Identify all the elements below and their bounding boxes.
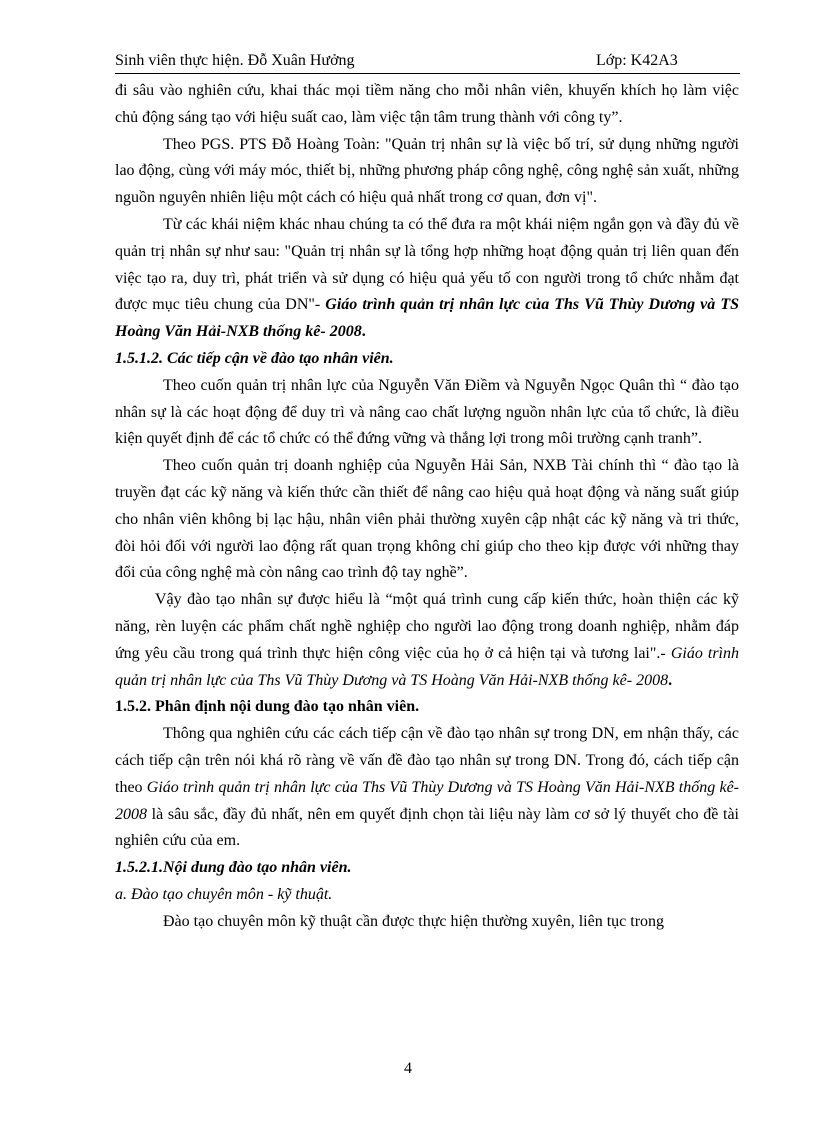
page-body	[115, 78, 739, 936]
paragraph-6-source: Giáo trình quản trị nhân lực của Ths Vũ Thùy Dương và TS Hoàng Văn Hải-NXB thống kê- 2008	[115, 644, 739, 689]
header-rule	[115, 73, 740, 74]
paragraph-3-source: Giáo trình quản trị nhân lực của Ths Vũ Thùy Dương và TS Hoàng Văn Hải-NXB thống kê- 2008	[115, 296, 739, 341]
page-header	[115, 46, 740, 74]
paragraph-3	[115, 212, 739, 346]
paragraph-1: đi sâu vào nghiên cứu, khai thác mọi tiềm năng cho mỗi nhân viên, khuyến khích họ làm việc chủ động sáng tạo với hiệu suất cao, làm việc tận tâm trung thành với công ty”.	[115, 82, 739, 126]
paragraph-7-text: Thông qua nghiên cứu các cách tiếp cận về đào tạo nhân sự trong DN, em nhận thấy, các cách tiếp cận trên nói khá rõ ràng về vấn đề đào tạo nhân sự trong DN. Trong đó, cách tiếp cận theo	[115, 725, 739, 796]
paragraph-3-end: .	[361, 323, 366, 341]
heading-1-5-2-1: 1.5.2.1.Nội dung đào tạo nhân viên.	[115, 859, 352, 877]
paragraph-7-source: Giáo trình quản trị nhân lực của Ths Vũ Thùy Dương và TS Hoàng Văn Hải-NXB thống kê- 2008	[115, 778, 740, 823]
paragraph-6-end: .	[668, 671, 673, 689]
page-number: 4	[404, 1060, 412, 1077]
paragraph-5: Theo cuốn quản trị doanh nghiệp của Nguyễn Hải Sản, NXB Tài chính thì “ đào tạo là truyền đạt các kỹ năng và kiến thức cần thiết để nâng cao hiệu quả hoạt động và năng suất giúp cho nhân viên không bị lạc hậu, nhân viên phải thường xuyên cập nhật các kỹ năng và tri thức, đòi hỏi đối với người lao động rất quan trọng không chỉ giúp cho theo kịp được với những thay đổi của công nghệ mà còn nâng cao trình độ tay nghề”.	[115, 457, 739, 582]
paragraph-6-text: Vậy đào tạo nhân sự được hiểu là “một quá trình cung cấp kiến thức, hoàn thiện các kỹ năng, rèn luyện các phẩm chất nghề nghiệp cho người lao động trong doanh nghiệp, nhằm đáp ứng yêu cầu trong quá trình thực hiện công việc của họ ở cả hiện tại và tương lai".-	[115, 591, 739, 662]
paragraph-7-end: là sâu sắc, đầy đủ nhất, nên em quyết định chọn tài liệu này làm cơ sở lý thuyết cho đề tài nghiên cứu của em.	[115, 805, 739, 850]
paragraph-3-text: Từ các khái niệm khác nhau chúng ta có thể đưa ra một khái niệm ngắn gọn và đầy đủ về quản trị nhân sự như sau: "Quản trị nhân sự là tổng hợp những hoạt động quản trị liên quan đến việc tạo ra, duy trì, phát triển và sử dụng có hiệu quả yếu tố con người trong tổ chức nhằm đạt được mục tiêu chung của DN"-	[115, 215, 739, 314]
heading-1-5-1-2: 1.5.1.2. Các tiếp cận về đào tạo nhân viên.	[115, 349, 394, 367]
paragraph-8: Đào tạo chuyên môn kỹ thuật cần được thực hiện thường xuyên, liên tục trong	[163, 912, 665, 930]
subheading-a: a. Đào tạo chuyên môn - kỹ thuật.	[115, 885, 333, 903]
paragraph-7	[115, 721, 739, 855]
class-label: Lớp: K42A3	[596, 52, 678, 69]
heading-1-5-2: 1.5.2. Phân định nội dung đào tạo nhân viên.	[115, 698, 420, 716]
paragraph-4: Theo cuốn quản trị nhân lực của Nguyễn Văn Điềm và Nguyễn Ngọc Quân thì “ đào tạo nhân sự là các hoạt động để duy trì và nâng cao chất lượng nguồn nhân lực của tổ chức, là điều kiện quyết định để các tổ chức có thể đứng vững và thắng lợi trong môi trường cạnh tranh”.	[115, 376, 739, 448]
paragraph-6	[115, 587, 739, 694]
student-name: Sinh viên thực hiện. Đỗ Xuân Hưởng	[115, 52, 355, 69]
paragraph-2: Theo PGS. PTS Đỗ Hoàng Toàn: "Quản trị nhân sự là việc bố trí, sử dụng những người lao động, cùng với máy móc, thiết bị, những phương pháp công nghệ, công nghệ sản xuất, những nguồn nguyên nhiên liệu một cách có hiệu quả nhất trong cơ quan, đơn vị".	[115, 135, 739, 207]
